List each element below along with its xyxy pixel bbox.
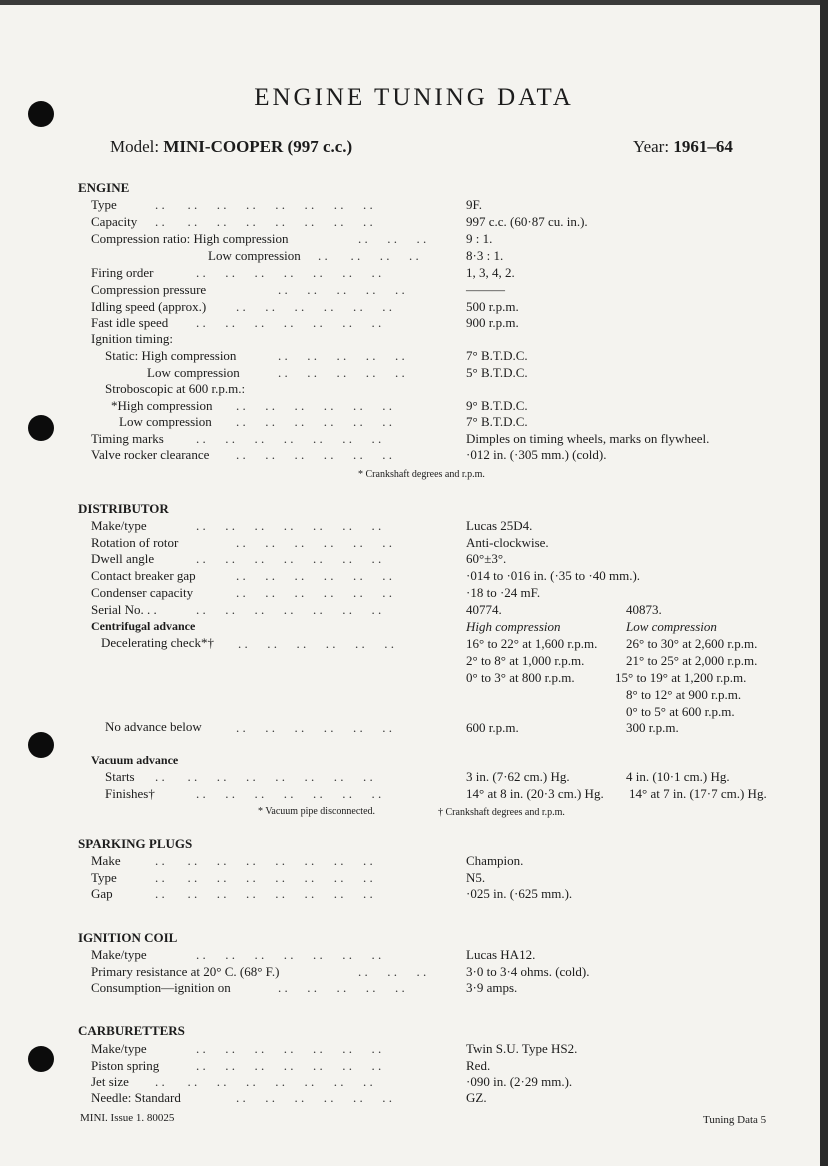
model-value: MINI-COOPER (997 c.c.) <box>163 137 353 156</box>
dist-low-row: 0° to 5° at 600 r.p.m. <box>626 704 735 719</box>
carbs-make-label: Make/type <box>91 1041 147 1056</box>
dist-low-row: 21° to 25° at 2,000 r.p.m. <box>626 653 758 668</box>
engine-static-low-label: Low compression <box>147 365 240 380</box>
engine-capacity-value: 997 c.c. (60·87 cu. in.). <box>466 214 588 229</box>
engine-strobe-high-value: 9° B.T.D.C. <box>466 398 528 413</box>
carbs-jet-value: ·090 in. (2·29 mm.). <box>466 1074 573 1089</box>
leader-dots: . . . . . . . . . . . . <box>236 568 392 583</box>
dist-finishes-label: Finishes† <box>105 786 155 801</box>
leader-dots: . . . . . . . . . . . . . . <box>196 1041 382 1056</box>
coil-make-value: Lucas HA12. <box>466 947 536 962</box>
leader-dots: . . . . . . . . <box>318 248 419 263</box>
engine-cr-low-label: Low compression <box>208 248 301 263</box>
leader-dots: . . . . . . . . . . . . <box>236 720 392 735</box>
dist-make-value: Lucas 25D4. <box>466 518 533 533</box>
engine-footnote: * Crankshaft degrees and r.p.m. <box>358 469 485 480</box>
leader-dots: . . . . . . . . . . . . . . <box>196 431 382 446</box>
dist-dwell-label: Dwell angle <box>91 551 155 566</box>
leader-dots: . . . . . . . . . . . . <box>238 636 394 651</box>
page-title: ENGINE TUNING DATA <box>254 84 574 111</box>
carbs-spring-value: Red. <box>466 1058 491 1073</box>
dist-low-row: 8° to 12° at 900 r.p.m. <box>626 687 742 702</box>
leader-dots: . . . . . . . . . . <box>278 980 405 995</box>
dist-high-head: High compression <box>466 619 561 634</box>
dist-starts-label: Starts <box>105 769 135 784</box>
year-line <box>633 137 733 157</box>
leader-dots: . . . . . . . . . . . . . . <box>196 265 382 280</box>
dist-high-row: 0° to 3° at 800 r.p.m. <box>466 670 575 685</box>
punch-hole <box>28 732 54 758</box>
leader-dots: . . . . . . . . . . . . . . <box>196 1058 382 1073</box>
engine-cr-high-value: 9 : 1. <box>466 231 493 246</box>
engine-marks-value: Dimples on timing wheels, marks on flywheel. <box>466 431 710 446</box>
engine-firing-label: Firing order <box>91 265 154 280</box>
leader-dots: . . . . . . . . . . . . <box>236 535 392 550</box>
dist-vac-label: Vacuum advance <box>91 753 179 767</box>
engine-firing-value: 1, 3, 4, 2. <box>466 265 515 280</box>
leader-dots: . . . . . . . . . . . . . . <box>196 551 382 566</box>
leader-dots: . . . . . . . . . . <box>278 348 405 363</box>
engine-static-high-value: 7° B.T.D.C. <box>466 348 528 363</box>
carbs-jet-label: Jet size <box>91 1074 129 1089</box>
dist-rot-label: Rotation of rotor <box>91 535 179 550</box>
engine-strobe-high-label: *High compression <box>111 398 213 413</box>
carbs-spring-label: Piston spring <box>91 1058 160 1073</box>
dist-low-head: Low compression <box>626 619 717 634</box>
engine-fast-value: 900 r.p.m. <box>466 315 519 330</box>
dist-decel-label: Decelerating check*† <box>101 635 214 650</box>
carbs-needle-label: Needle: Standard <box>91 1090 181 1105</box>
leader-dots: . . . . . . . . . . <box>278 365 405 380</box>
plugs-gap-label: Gap <box>91 886 113 901</box>
leader-dots: . . . . . . <box>358 231 427 246</box>
leader-dots: . . . . . . . . . . . . . . <box>196 315 382 330</box>
section-heading-coil: IGNITION COIL <box>78 930 178 945</box>
dist-finishes-low: 14° at 7 in. (17·7 cm.) Hg. <box>629 786 767 801</box>
dist-footnote-1: * Vacuum pipe disconnected. <box>258 806 376 817</box>
dist-serial-high: 40774. <box>466 602 502 617</box>
leader-dots: . . . . . . . . . . . . <box>236 1090 392 1105</box>
plugs-gap-value: ·025 in. (·625 mm.). <box>466 886 573 901</box>
leader-dots: . . . . . . . . . . . . <box>236 398 392 413</box>
engine-strobe-low-label: Low compression <box>119 414 212 429</box>
engine-idle-label: Idling speed (approx.) <box>91 299 207 314</box>
engine-static-low-value: 5° B.T.D.C. <box>466 365 528 380</box>
dist-noadv-low: 300 r.p.m. <box>626 720 679 735</box>
year-value: 1961–64 <box>673 137 733 156</box>
dist-serial-low: 40873. <box>626 602 662 617</box>
engine-type-label: Type <box>91 197 117 212</box>
leader-dots: . . . . . . . . . . . . . . . . <box>155 853 373 868</box>
leader-dots: . . . . . . . . . . . . . . . . <box>155 870 373 885</box>
dist-dwell-value: 60°±3°. <box>466 551 507 566</box>
coil-res-value: 3·0 to 3·4 ohms. (cold). <box>466 964 590 979</box>
dist-noadv-high: 600 r.p.m. <box>466 720 519 735</box>
leader-dots: . . . . . . <box>358 964 427 979</box>
section-heading-distributor: DISTRIBUTOR <box>78 501 169 516</box>
scan-edge-top <box>0 0 828 5</box>
dist-gap-label: Contact breaker gap <box>91 568 196 583</box>
engine-cr-low-value: 8·3 : 1. <box>466 248 504 263</box>
leader-dots: . . . . . . . . . . . . <box>236 414 392 429</box>
engine-strobe-label: Stroboscopic at 600 r.p.m.: <box>105 381 246 396</box>
leader-dots: . . . . . . . . . . . . <box>236 447 392 462</box>
coil-cons-value: 3·9 amps. <box>466 980 518 995</box>
scan-edge-right <box>820 0 828 1166</box>
engine-idle-value: 500 r.p.m. <box>466 299 519 314</box>
leader-dots: . . . . . . . . . . . . . . . . <box>155 214 373 229</box>
leader-dots: . . . . . . . . . . . . . . <box>196 602 382 617</box>
dist-high-row: 2° to 8° at 1,000 r.p.m. <box>466 653 585 668</box>
engine-marks-label: Timing marks <box>91 431 164 446</box>
engine-valve-value: ·012 in. (·305 mm.) (cold). <box>466 447 607 462</box>
dist-high-row: 16° to 22° at 1,600 r.p.m. <box>466 636 598 651</box>
year-label: Year: <box>633 137 670 156</box>
footer-right: Tuning Data 5 <box>703 1114 767 1126</box>
engine-static-label: Static: High compression <box>105 348 237 363</box>
dist-centri-label: Centrifugal advance <box>91 619 196 633</box>
carbs-make-value: Twin S.U. Type HS2. <box>466 1041 578 1056</box>
engine-strobe-low-value: 7° B.T.D.C. <box>466 414 528 429</box>
leader-dots: . . . . . . . . . . . . . . <box>196 947 382 962</box>
plugs-make-value: Champion. <box>466 853 524 868</box>
dist-serial-label: Serial No. . . <box>91 602 157 617</box>
engine-type-value: 9F. <box>466 197 482 212</box>
engine-cp-label: Compression pressure <box>91 282 207 297</box>
dist-finishes-high: 14° at 8 in. (20·3 cm.) Hg. <box>466 786 604 801</box>
engine-ign-label: Ignition timing: <box>91 331 173 346</box>
leader-dots: . . . . . . . . . . . . . . <box>196 786 382 801</box>
coil-cons-label: Consumption—ignition on <box>91 980 231 995</box>
footer-left: MINI. Issue 1. 80025 <box>80 1112 175 1124</box>
dist-low-row: 26° to 30° at 2,600 r.p.m. <box>626 636 758 651</box>
engine-capacity-label: Capacity <box>91 214 138 229</box>
dist-footnote-2: † Crankshaft degrees and r.p.m. <box>438 807 565 818</box>
punch-hole <box>28 1046 54 1072</box>
leader-dots: . . . . . . . . . . . . . . . . <box>155 197 373 212</box>
leader-dots: . . . . . . . . . . . . . . <box>196 518 382 533</box>
dist-cond-label: Condenser capacity <box>91 585 194 600</box>
dist-gap-value: ·014 to ·016 in. (·35 to ·40 mm.). <box>466 568 641 583</box>
leader-dots: . . . . . . . . . . . . <box>236 585 392 600</box>
engine-cr-label: Compression ratio: High compression <box>91 231 289 246</box>
dist-starts-high: 3 in. (7·62 cm.) Hg. <box>466 769 570 784</box>
leader-dots: . . . . . . . . . . . . . . . . <box>155 769 373 784</box>
engine-cp-value: ——— <box>466 282 505 297</box>
model-line <box>110 137 352 157</box>
punch-hole <box>28 415 54 441</box>
section-heading-engine: ENGINE <box>78 180 130 195</box>
dist-starts-low: 4 in. (10·1 cm.) Hg. <box>626 769 730 784</box>
carbs-needle-value: GZ. <box>466 1090 487 1105</box>
section-heading-carbs: CARBURETTERS <box>78 1023 185 1038</box>
coil-make-label: Make/type <box>91 947 147 962</box>
dist-low-row: 15° to 19° at 1,200 r.p.m. <box>615 670 747 685</box>
leader-dots: . . . . . . . . . . . . . . . . <box>155 886 373 901</box>
leader-dots: . . . . . . . . . . . . . . . . <box>155 1074 373 1089</box>
dist-noadv-label: No advance below <box>105 719 202 734</box>
model-label: Model: <box>110 137 160 156</box>
plugs-type-value: N5. <box>466 870 486 885</box>
leader-dots: . . . . . . . . . . <box>278 282 405 297</box>
plugs-make-label: Make <box>91 853 121 868</box>
plugs-type-label: Type <box>91 870 117 885</box>
section-heading-plugs: SPARKING PLUGS <box>78 836 193 851</box>
engine-valve-label: Valve rocker clearance <box>91 447 210 462</box>
dist-cond-value: ·18 to ·24 mF. <box>466 585 541 600</box>
leader-dots: . . . . . . . . . . . . <box>236 299 392 314</box>
engine-fast-label: Fast idle speed <box>91 315 169 330</box>
dist-rot-value: Anti-clockwise. <box>466 535 549 550</box>
dist-make-label: Make/type <box>91 518 147 533</box>
coil-res-label: Primary resistance at 20° C. (68° F.) <box>91 964 280 979</box>
